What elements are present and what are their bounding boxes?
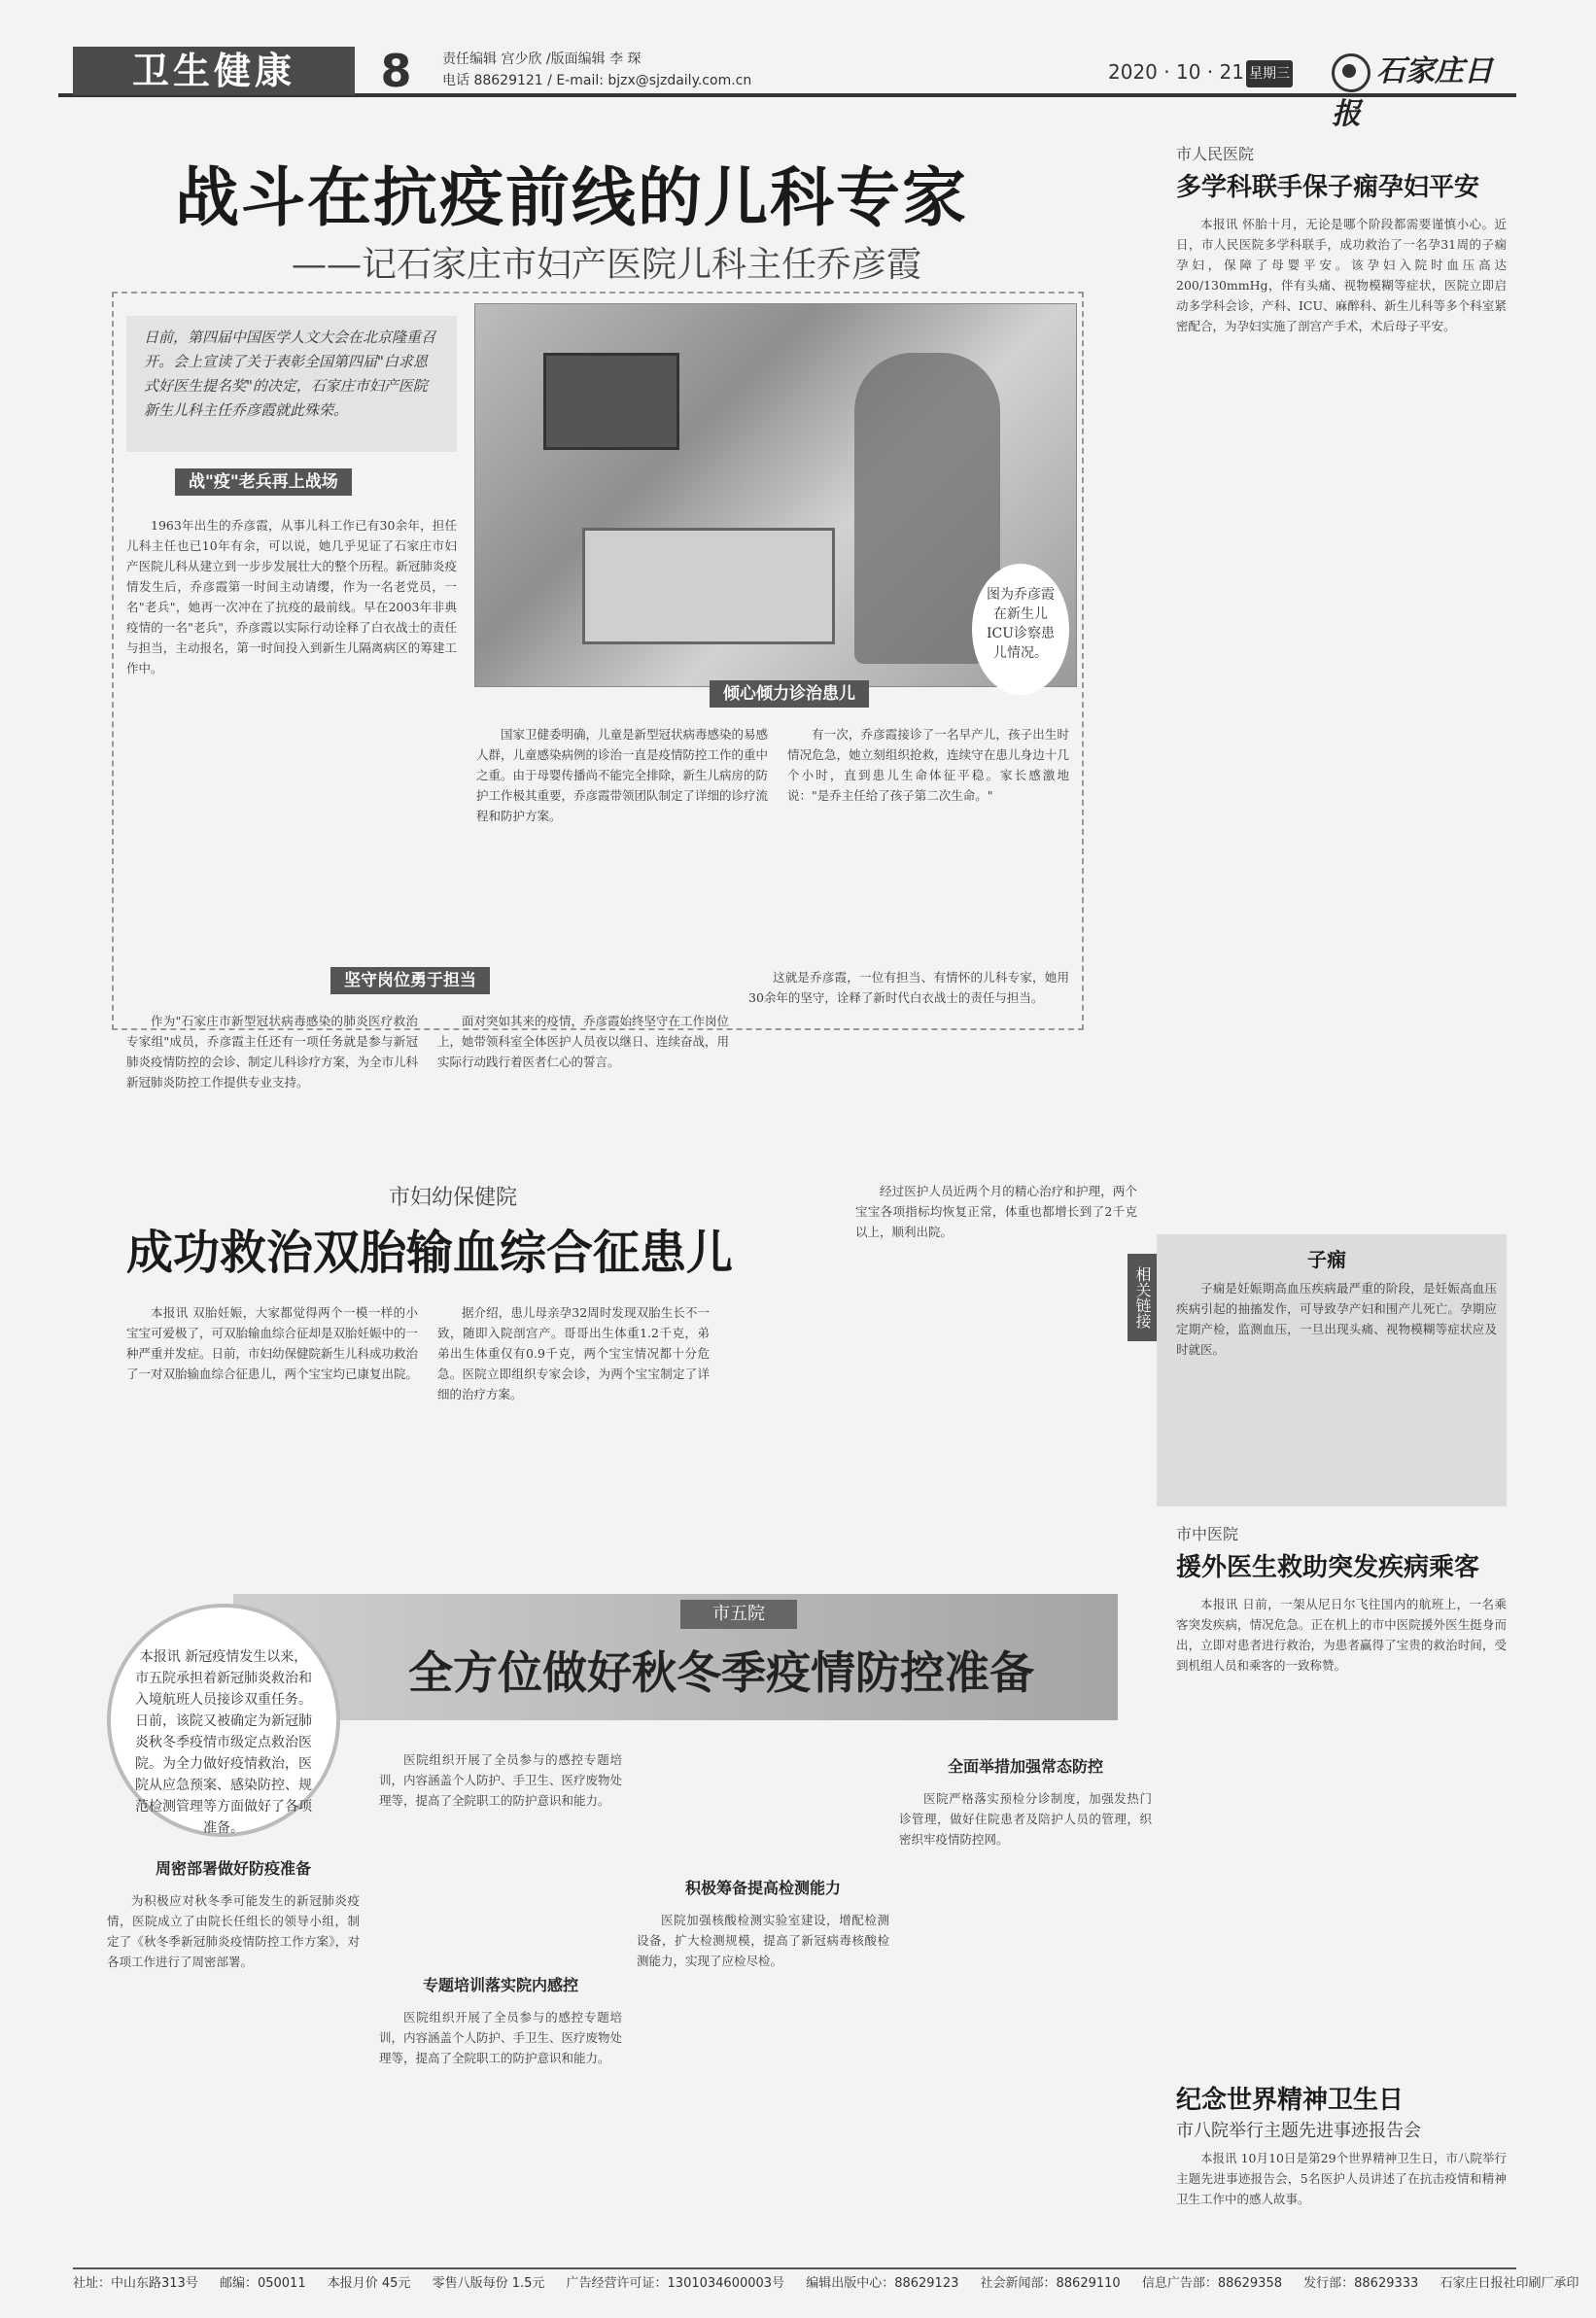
feature-subtitle: ——记石家庄市妇产医院儿科主任乔彦霞 [292, 245, 922, 285]
section-title: 卫生健康 [73, 47, 355, 95]
footer-license: 广告经营许可证：1301034600003号 [566, 2276, 785, 2291]
autumn-headline: 全方位做好秋冬季疫情防控准备 [408, 1646, 1034, 1699]
feature-column-2: 国家卫健委明确，儿童是新型冠状病毒感染的易感人群，儿童感染病例的诊治一直是疫情防控工作的重中之重。由于母婴传播尚不能完全排除，新生儿病房的防护工作极其重要，乔彦霞带领团队制定了详细的诊疗流程和防护方案。 [476, 727, 769, 823]
footer-phone-3: 信息广告部：88629358 [1141, 2276, 1282, 2291]
related-link-tab: 相关链接 [1128, 1254, 1157, 1341]
autumn-column-2b: 医院组织开展了全员参与的感控专题培训，内容涵盖个人防护、手卫生、医疗废物处理等，提高了全院职工的防护意识和能力。 [379, 2010, 623, 2065]
feature-column-3: 有一次，乔彦霞接诊了一名早产儿，孩子出生时情况危急，她立刻组织抢救，连续守在患儿身边十几个小时，直到患儿生命体征平稳。家长感激地说："是乔主任给了孩子第二次生命。" [787, 727, 1069, 803]
footer-zip: 邮编：050011 [219, 2276, 306, 2291]
twins-column-1: 本报讯 双胎妊娠，大家都觉得两个一模一样的小宝宝可爱极了，可双胎输血综合征却是双胎妊娠中的一种严重并发症。日前，市妇幼保健院新生儿科成功救治了一对双胎输血综合征患儿，两个宝宝均已康复出院。 [126, 1305, 419, 1381]
autumn-label: 市五院 [680, 1600, 797, 1629]
right-article-2-body: 本报讯 日前，一架从尼日尔飞往国内的航班上，一名乘客突发疾病，情况危急。正在机上的市中医院援外医生挺身而出，立即对患者进行救治，为患者赢得了宝贵的救治时间，受到机组人员和乘客的一致称赞。 [1176, 1597, 1507, 1673]
autumn-subhead-1: 周密部署做好防疫准备 [155, 1859, 311, 1878]
masthead-info [442, 49, 751, 91]
footer-address: 社址：中山东路313号 [73, 2276, 198, 2291]
footer-phone-4: 发行部：88629333 [1303, 2276, 1419, 2291]
twins-column-2: 据介绍，患儿母亲孕32周时发现双胎生长不一致，随即入院剖宫产。哥哥出生体重1.2千克，弟弟出生体重仅有0.9千克，两个宝宝情况都十分危急。医院立即组织专家会诊，为两个宝宝制定了详细的治疗方案。 [437, 1305, 710, 1401]
photo-caption: 图为乔彦霞在新生儿ICU诊察患儿情况。 [972, 564, 1069, 695]
logo-icon [1332, 53, 1370, 92]
subheading-care: 倾心倾力诊治患儿 [710, 680, 869, 708]
footer-phone-1: 编辑出版中心：88629123 [806, 2276, 959, 2291]
right-article-1-label: 市人民医院 [1176, 145, 1255, 163]
footer-price: 本报月价 45元 [327, 2276, 411, 2291]
right-article-3-title: 纪念世界精神卫生日 [1176, 2086, 1405, 2115]
zixian-body: 子痫是妊娠期高血压疾病最严重的阶段，是妊娠高血压疾病引起的抽搐发作，可导致孕产妇和围产儿死亡。孕期应定期产检，监测血压，一旦出现头痛、视物模糊等症状应及时就医。 [1176, 1281, 1497, 1357]
subheading-duty: 坚守岗位勇于担当 [330, 967, 490, 994]
footer-printer: 石家庄日报社印刷厂承印 [1440, 2276, 1579, 2291]
autumn-column-2a: 医院组织开展了全员参与的感控专题培训，内容涵盖个人防护、手卫生、医疗废物处理等，提高了全院职工的防护意识和能力。 [379, 1752, 623, 1808]
incubator-shape [582, 528, 835, 644]
newspaper-logo [1332, 51, 1516, 131]
page-number: 8 [380, 45, 412, 97]
autumn-column-3: 医院加强核酸检测实验室建设，增配检测设备，扩大检测规模，提高了新冠病毒核酸检测能力，实现了应检尽检。 [637, 1913, 889, 1968]
right-article-2-label: 市中医院 [1176, 1525, 1239, 1543]
autumn-subhead-4: 全面举措加强常态防控 [947, 1757, 1103, 1776]
footer-phone-2: 社会新闻部：88629110 [980, 2276, 1121, 2291]
monitor-shape [543, 353, 679, 450]
autumn-column-1: 为积极应对秋冬季可能发生的新冠肺炎疫情，医院成立了由院长任组长的领导小组，制定了《秋冬季新冠肺炎疫情防控工作方案》，对各项工作进行了周密部署。 [107, 1893, 360, 1969]
editors-line: 责任编辑 宫少欣 /版面编辑 李 琛 [442, 52, 642, 67]
feature-headline: 战斗在抗疫前线的儿科专家 [175, 159, 968, 235]
zixian-title: 子痫 [1307, 1248, 1346, 1271]
right-article-3-body: 本报讯 10月10日是第29个世界精神卫生日，市八院举行主题先进事迹报告会，5名医护人员讲述了在抗击疫情和精神卫生工作中的感人故事。 [1176, 2151, 1507, 2206]
autumn-column-4: 医院严格落实预检分诊制度，加强发热门诊管理，做好住院患者及陪护人员的管理，织密织牢疫情防控网。 [899, 1791, 1152, 1847]
right-article-1-body: 本报讯 怀胎十月，无论是哪个阶段都需要谨慎小心。近日，市人民医院多学科联手，成功救治了一名孕31周的子痫孕妇，保障了母婴平安。该孕妇入院时血压高达200/130mmHg，伴有头痛、视物模糊等症状，医院立即启动多学科会诊，产科、ICU、麻醉科、新生儿科等多个科室紧密配合，为孕妇实施了剖宫产手术，术后母子平安。 [1176, 217, 1507, 333]
weekday-badge: 星期三 [1246, 60, 1293, 87]
right-article-3-subtitle: 市八院举行主题先进事迹报告会 [1176, 2121, 1421, 2141]
footer-single: 零售八版每份 1.5元 [432, 2276, 545, 2291]
autumn-subhead-3: 积极筹备提高检测能力 [684, 1879, 841, 1897]
twins-column-3: 经过医护人员近两个月的精心治疗和护理，两个宝宝各项指标均恢复正常，体重也都增长到了2千克以上，顺利出院。 [855, 1184, 1137, 1239]
twins-headline: 成功救治双胎输血综合征患儿 [126, 1226, 734, 1280]
feature-intro: 日前，第四届中国医学人文大会在北京隆重召开。会上宣读了关于表彰全国第四届"白求恩式好医生提名奖"的决定，石家庄市妇产医院新生儿科主任乔彦霞就此殊荣。 [126, 316, 457, 452]
contact-line: 电话 88629121 / E-mail: bjzx@sjzdaily.com.cn [442, 73, 752, 88]
right-article-1-title: 多学科联手保子痫孕妇平安 [1176, 173, 1480, 202]
autumn-intro: 本报讯 新冠疫情发生以来，市五院承担着新冠肺炎救治和入境航班人员接诊双重任务。日前，该院又被确定为新冠肺炎秋冬季疫情市级定点救治医院。为全力做好疫情救治，医院从应急预案、感染防控、规范检测管理等方面做好了各项准备。 [107, 1604, 340, 1837]
twins-label: 市妇幼保健院 [389, 1186, 518, 1210]
feature-column-6: 这就是乔彦霞，一位有担当、有情怀的儿科专家，她用30余年的坚守，诠释了新时代白衣战士的责任与担当。 [748, 970, 1069, 1005]
page-footer [73, 2267, 1579, 2297]
feature-column-1: 1963年出生的乔彦霞，从事儿科工作已有30余年，担任儿科主任也已10年有余，可以说，她几乎见证了石家庄市妇产医院儿科从建立到一步步发展壮大的整个历程。新冠肺炎疫情发生后，乔彦霞第一时间主动请缨，作为一名老党员，一名"老兵"，她再一次冲在了抗疫的最前线。早在2003年非典疫情的一名"老兵"，乔彦霞以实际行动诠释了白衣战士的责任与担当，主动报名，第一时间投入到新生儿隔离病区的筹建工作中。 [126, 518, 457, 675]
feature-column-4: 作为"石家庄市新型冠状病毒感染的肺炎医疗救治专家组"成员，乔彦霞主任还有一项任务就是参与新冠肺炎疫情防控的会诊、制定儿科诊疗方案，为全市儿科新冠肺炎防控工作提供专业支持。 [126, 1014, 419, 1090]
autumn-subhead-2: 专题培训落实院内感控 [422, 1976, 578, 1994]
right-article-2-title: 援外医生救助突发疾病乘客 [1176, 1553, 1480, 1582]
feature-column-5: 面对突如其来的疫情，乔彦霞始终坚守在工作岗位上，她带领科室全体医护人员夜以继日、连续奋战，用实际行动践行着医者仁心的誓言。 [437, 1014, 730, 1069]
subheading-veteran: 战"疫"老兵再上战场 [175, 468, 352, 496]
issue-date: 2020 · 10 · 21 [1108, 60, 1244, 84]
newspaper-name: 石家庄日报 [1332, 54, 1493, 131]
